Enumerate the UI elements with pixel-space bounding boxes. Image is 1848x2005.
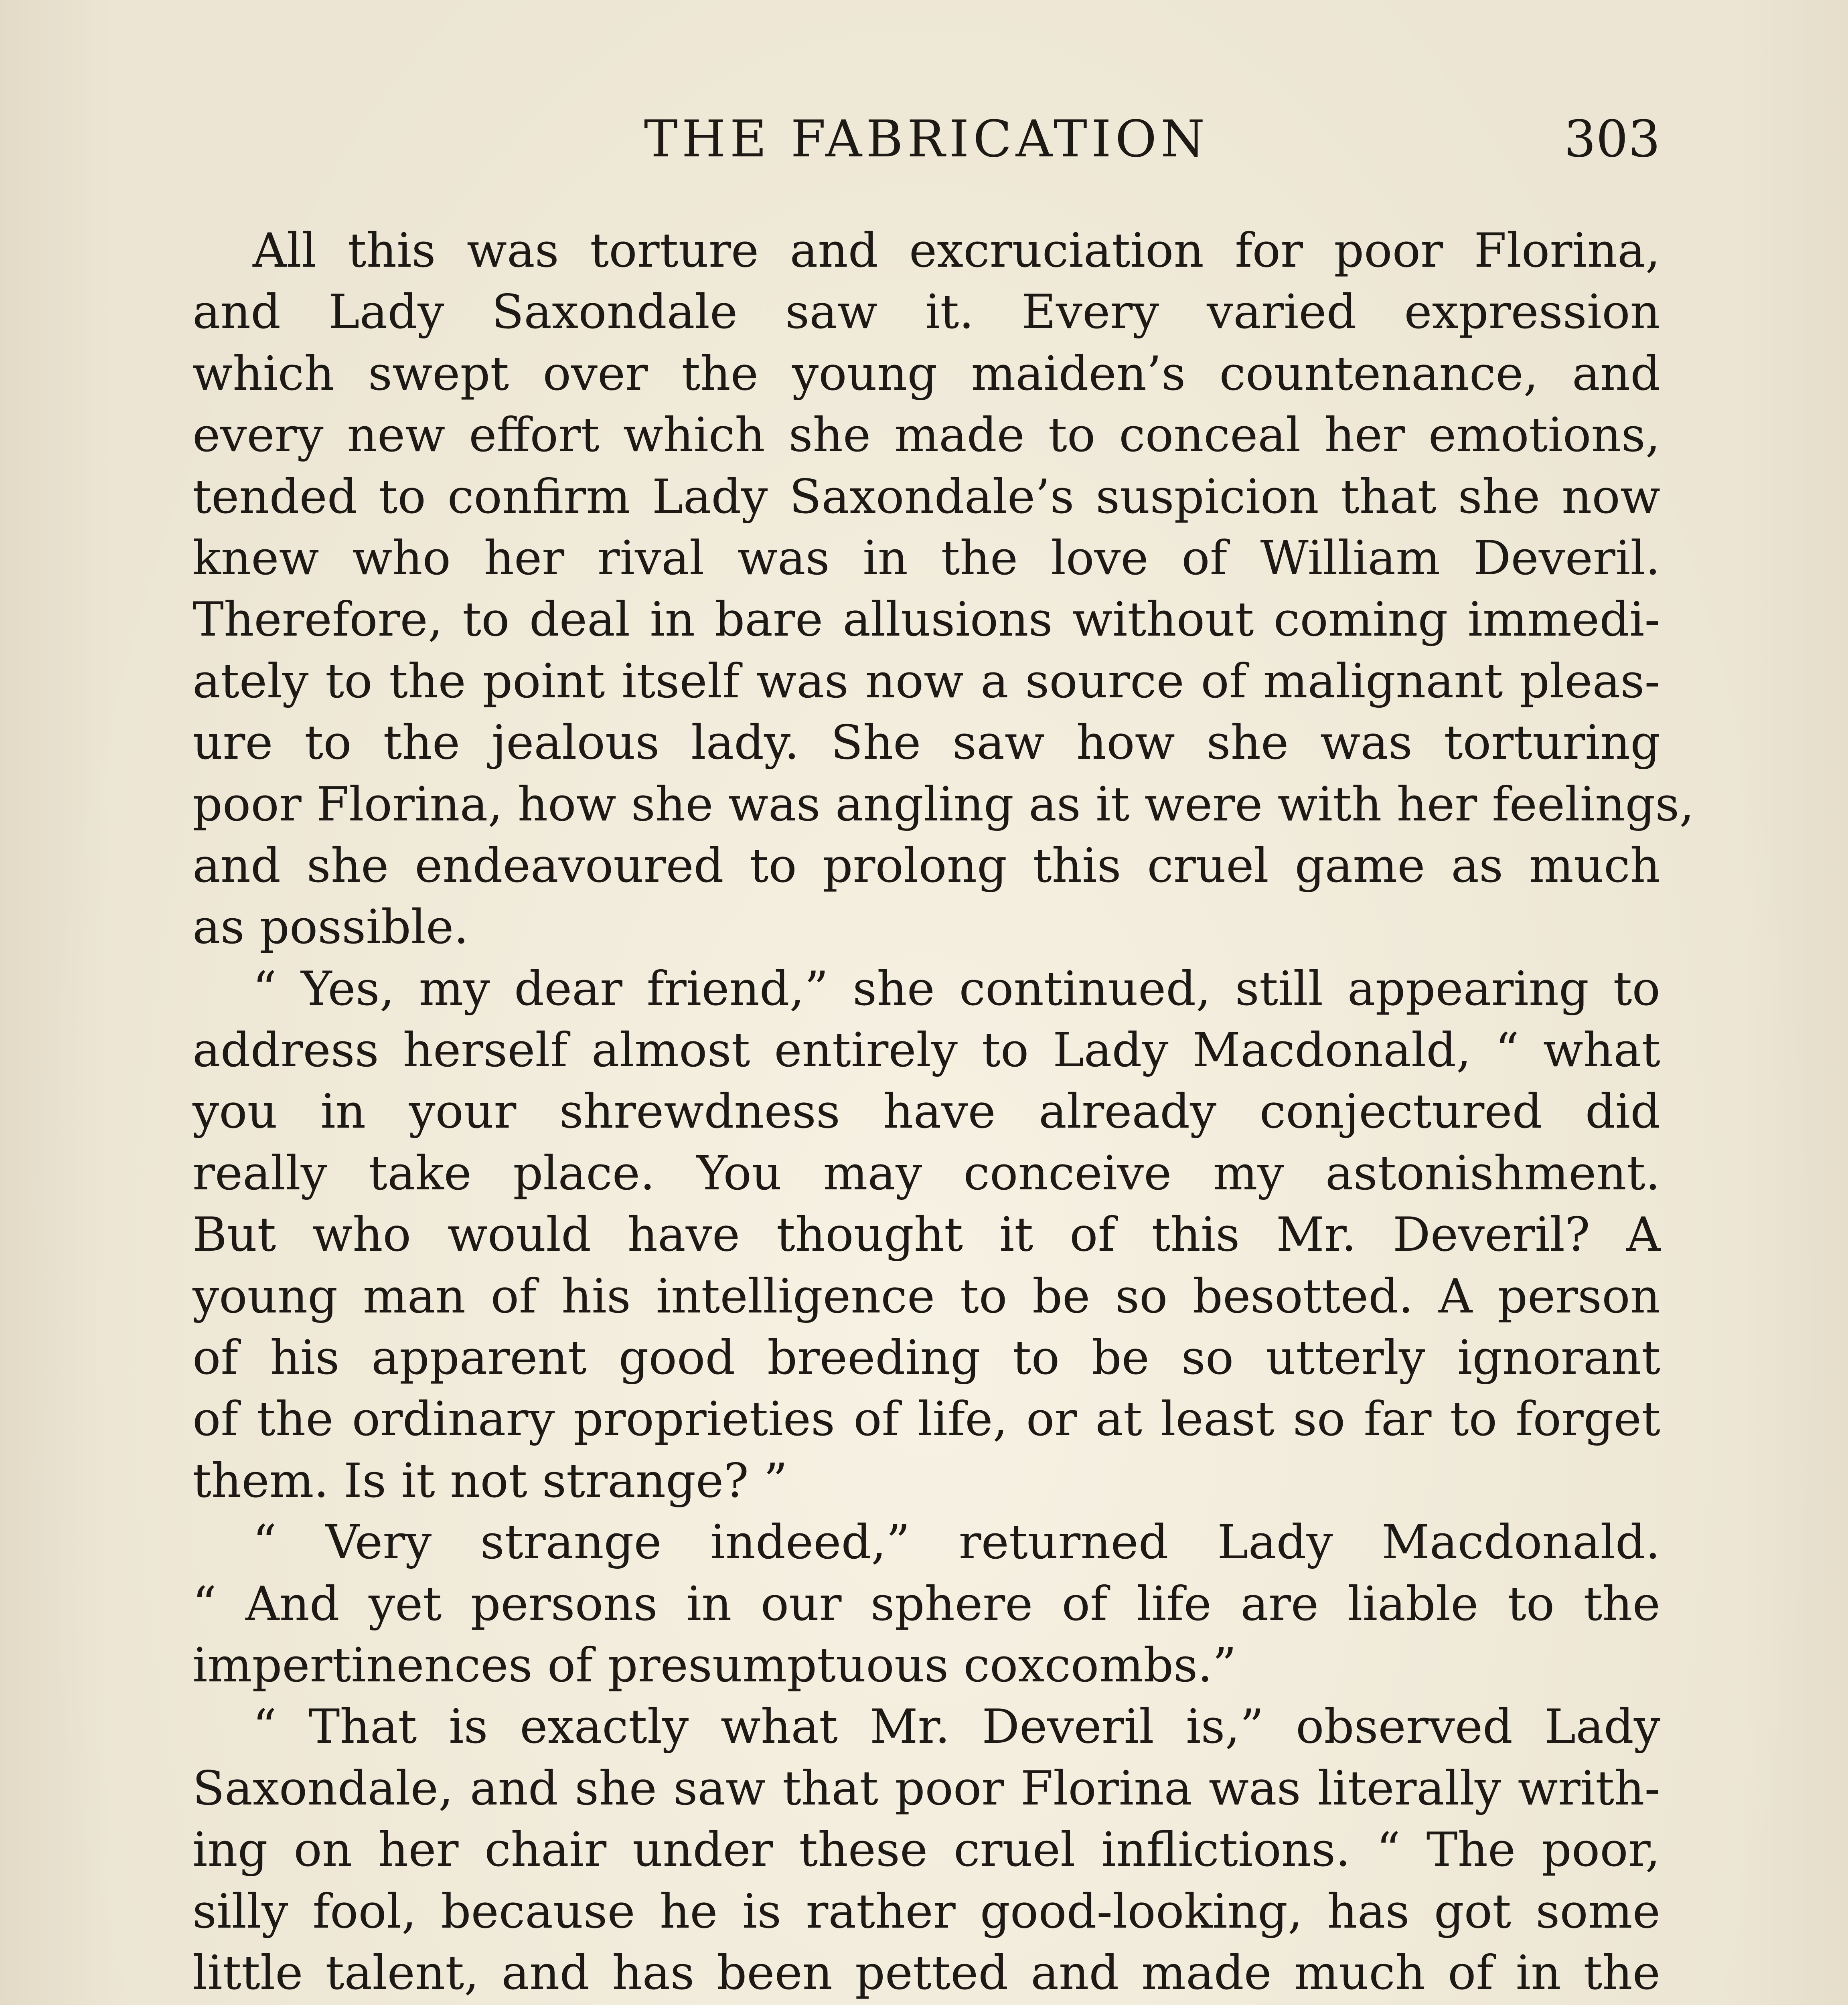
text-line: All this was torture and excruciation for poor Florina, [253,223,1660,278]
text-line: you in your shrewdness have already conjectured did [192,1084,1660,1139]
text-line: “ That is exactly what Mr. Deveril is,” observed Lady [253,1699,1660,1754]
text-line: “ And yet persons in our sphere of life are liable to the [192,1576,1660,1631]
text-line: silly fool, because he is rather good-looking, has got some [192,1883,1660,1939]
running-head [192,105,1660,173]
text-line: and she endeavoured to prolong this cruel game as much [192,838,1660,893]
text-line: young man of his intelligence to be so besotted. A person [192,1268,1660,1324]
body-text [192,220,1694,2005]
running-title: THE FABRICATION [644,109,1209,168]
text-line: ately to the point itself was now a source of malignant pleas- [192,653,1660,709]
page-number: 303 [1564,109,1660,168]
text-line: Saxondale, and she saw that poor Florina was literally writh- [192,1760,1660,1816]
text-line: every new effort which she made to conceal her emotions, [192,407,1660,463]
text-line: poor Florina, how she was angling as it were with her feelings, [192,776,1694,832]
text-line: Therefore, to deal in bare allusions without coming immedi- [192,592,1660,647]
text-line: “ Yes, my dear friend,” she continued, still appearing to [253,961,1660,1016]
text-line: little talent, and has been petted and made much of in the [192,1945,1660,2000]
text-line: “ Very strange indeed,” returned Lady Macdonald. [253,1515,1660,1570]
text-line: knew who her rival was in the love of William Deveril. [192,530,1660,585]
text-line [192,2003,1660,2005]
text-line: impertinences of presumptuous coxcombs.” [192,1637,1237,1693]
text-line: and Lady Saxondale saw it. Every varied expression [192,284,1660,340]
text-line: of his apparent good breeding to be so utterly ignorant [192,1330,1660,1385]
text-line: as possible. [192,899,469,955]
text-line: ure to the jealous lady. She saw how she was torturing [192,715,1660,770]
text-line: which swept over the young maiden’s countenance, and [192,346,1660,401]
text-line: ing on her chair under these cruel inflictions. “ The poor, [192,1822,1660,1877]
text-line: of the ordinary proprieties of life, or at least so far to forget [192,1391,1660,1447]
text-line: really take place. You may conceive my astonishment. [192,1145,1660,1201]
text-line: tended to confirm Lady Saxondale’s suspicion that she now [192,469,1660,524]
text-line: But who would have thought it of this Mr. Deveril? A [192,1207,1660,1262]
text-line: them. Is it not strange? ” [192,1453,788,1508]
text-line: address herself almost entirely to Lady Macdonald, “ what [192,1023,1660,1078]
